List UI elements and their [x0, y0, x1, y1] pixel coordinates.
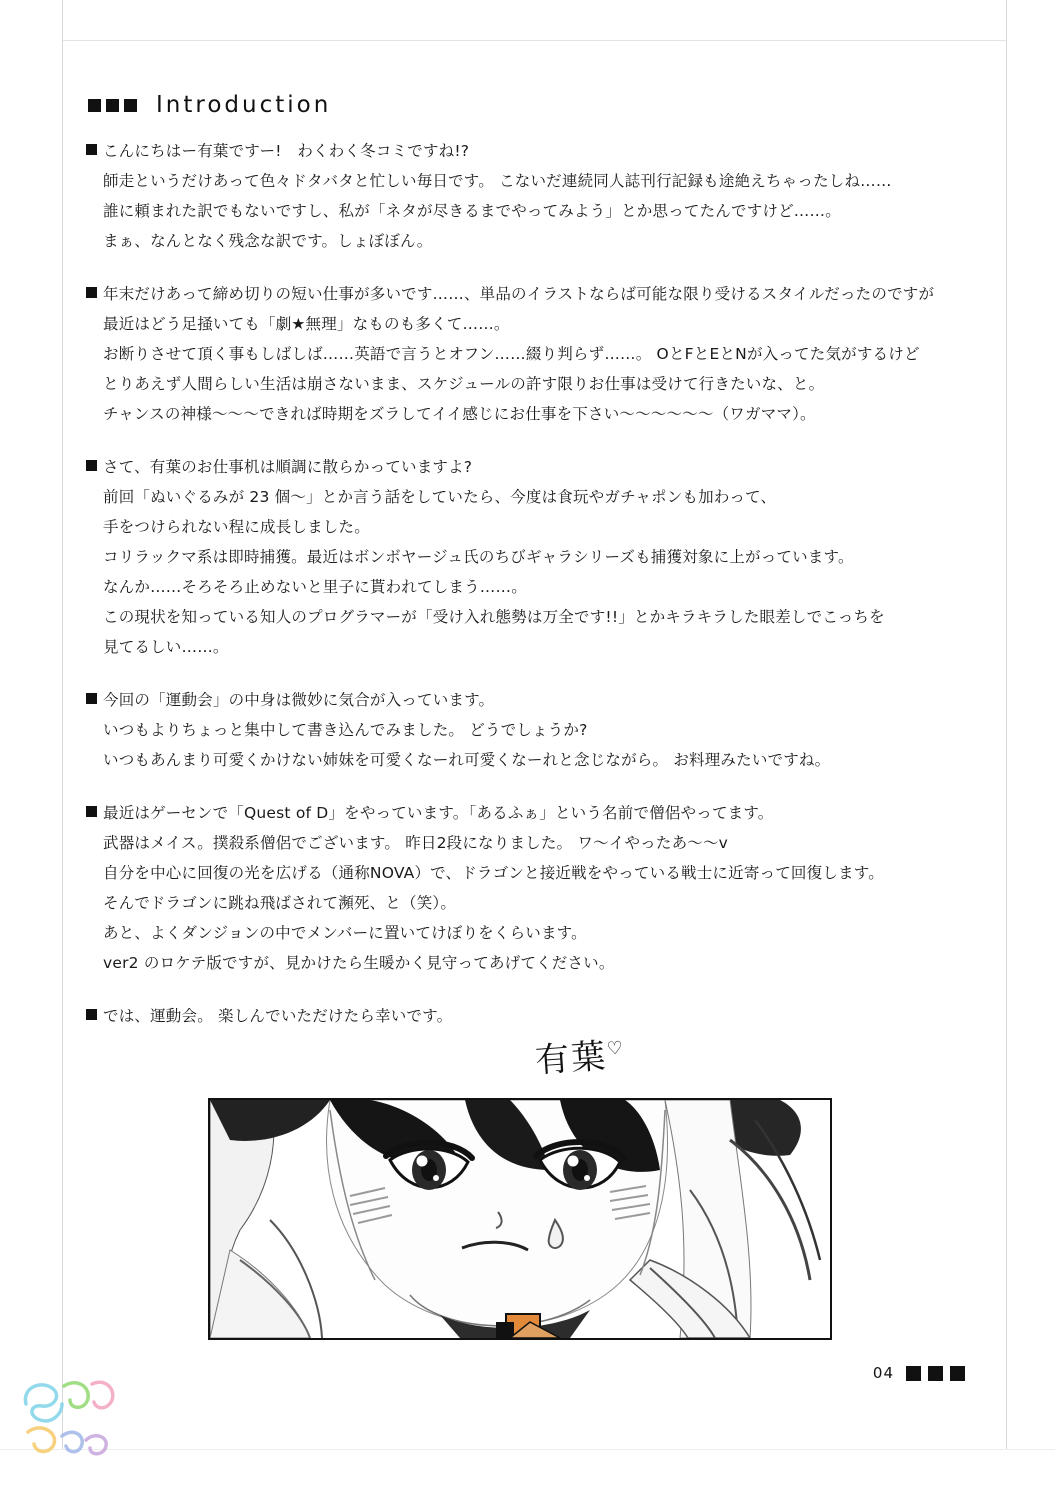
square-bullet-icon [86, 287, 97, 298]
paragraph-line [86, 572, 966, 602]
paragraph [86, 1001, 966, 1031]
line-text: では、運動会。 楽しんでいただけたら幸いです。 [103, 1007, 453, 1025]
paragraph-line [86, 309, 966, 339]
line-text: ver2 のロケテ版ですが、見かけたら生暖かく見守ってあげてください。 [103, 954, 615, 972]
article-body [86, 136, 966, 1054]
square-marker-icon [950, 1366, 965, 1381]
line-text: なんか……そろそろ止めないと里子に貰われてしまう……。 [103, 578, 527, 596]
square-marker-icon [124, 99, 137, 112]
author-signature [533, 1027, 626, 1082]
signature-name: 有葉 [533, 1036, 609, 1082]
paragraph-first-line [86, 798, 966, 828]
page-edge-bottom [0, 1449, 1055, 1500]
signature-heart-icon: ♡ [605, 1037, 626, 1060]
paragraph-line [86, 339, 966, 369]
square-bullet-icon [86, 1009, 97, 1020]
paragraph-first-line [86, 685, 966, 715]
heading-marker-squares [88, 99, 137, 112]
line-text: まぁ、なんとなく残念な訳です。しょぼぼん。 [103, 232, 433, 250]
square-bullet-icon [86, 144, 97, 155]
square-bullet-icon [86, 460, 97, 471]
paragraph-first-line [86, 452, 966, 482]
paragraph-line [86, 542, 966, 572]
line-text: 誰に頼まれた訳でもないですし、私が「ネタが尽きるまでやってみよう」とか思ってたんですけど……。 [103, 202, 841, 220]
square-bullet-icon [86, 806, 97, 817]
paragraph-line [86, 745, 966, 775]
paragraph-first-line [86, 1001, 966, 1031]
page-title: Introduction [156, 92, 332, 118]
paragraph-line [86, 632, 966, 662]
line-text: 最近はどう足掻いても「劇★無理」なものも多くて……。 [103, 315, 510, 333]
page-edge-right [1006, 0, 1055, 1500]
line-text: 前回「ぬいぐるみが 23 個〜」とか言う話をしていたら、今度は食玩やガチャポンも加わって、 [103, 488, 777, 506]
paragraph-first-line [86, 279, 966, 309]
line-text: 師走というだけあって色々ドタバタと忙しい毎日です。 こないだ連続同人誌刊行記録も途絶えちゃったしね…… [103, 172, 892, 190]
scanner-watermark [18, 1370, 128, 1460]
line-text: コリラックマ系は即時捕獲。最近はボンボヤージュ氏のちびギャラシリーズも捕獲対象に上がっています。 [103, 548, 854, 566]
paragraph-line [86, 858, 966, 888]
line-text: チャンスの神様〜〜〜できれば時期をズラしてイイ感じにお仕事を下さい〜〜〜〜〜〜（ワガママ）。 [103, 405, 816, 423]
paragraph-line [86, 888, 966, 918]
paragraph-line [86, 369, 966, 399]
line-text: いつもよりちょっと集中して書き込んでみました。 どうでしょうか? [103, 721, 588, 739]
paragraph-line [86, 399, 966, 429]
line-text: とりあえず人間らしい生活は崩さないまま、スケジュールの許す限りお仕事は受けて行きたいな、と。 [103, 375, 825, 393]
line-text: 自分を中心に回復の光を広げる（通称NOVA）で、ドラゴンと接近戦をやっている戦士に近寄って回復します。 [103, 864, 884, 882]
line-text: この現状を知っている知人のプログラマーが「受け入れ態勢は万全です!!」とかキラキラした眼差しでこっちを [103, 608, 885, 626]
line-text: さて、有葉のお仕事机は順調に散らかっていますよ? [103, 458, 473, 476]
paragraph [86, 452, 966, 662]
square-bullet-icon [86, 693, 97, 704]
page-number [873, 1364, 965, 1382]
line-text: お断りさせて頂く事もしばしば……英語で言うとオフン……綴り判らず……。 OとFとEとNが入ってた気がするけど [103, 345, 920, 363]
line-text: こんにちはー有葉ですー! わくわく冬コミですね!? [103, 142, 470, 160]
paragraph-line [86, 196, 966, 226]
line-text: 手をつけられない程に成長しました。 [103, 518, 370, 536]
paragraph-line [86, 828, 966, 858]
line-text: 武器はメイス。撲殺系僧侶でございます。 昨日2段になりました。 ワ〜イやったあ〜〜v [103, 834, 729, 852]
square-marker-icon [928, 1366, 943, 1381]
paragraph [86, 279, 966, 429]
paragraph-line [86, 482, 966, 512]
line-text: 今回の「運動会」の中身は微妙に気合が入っています。 [103, 691, 495, 709]
line-text: 最近はゲーセンで「Quest of D」をやっています。「あるふぁ」という名前で僧侶やってます。 [103, 804, 774, 822]
square-marker-icon [906, 1366, 921, 1381]
paragraph-line [86, 948, 966, 978]
page-number-label: 04 [872, 1364, 894, 1382]
paragraph-line [86, 166, 966, 196]
paragraph [86, 685, 966, 775]
page-edge-top [0, 0, 1055, 41]
line-text: いつもあんまり可愛くかけない姉妹を可愛くなーれ可愛くなーれと念じながら。 お料理みたいですね。 [103, 751, 831, 769]
line-text: そんでドラゴンに跳ね飛ばされて瀕死、と（笑）。 [103, 894, 457, 912]
paragraph-line [86, 715, 966, 745]
square-marker-icon [88, 99, 101, 112]
manga-illustration [210, 1100, 830, 1338]
paragraph-first-line [86, 136, 966, 166]
paragraph-line [86, 226, 966, 256]
line-text: あと、よくダンジョンの中でメンバーに置いてけぼりをくらいます。 [103, 924, 587, 942]
page-edge-left [0, 0, 63, 1500]
paragraph-line [86, 918, 966, 948]
paragraph [86, 136, 966, 256]
paragraph-line [86, 512, 966, 542]
line-text: 見てるしい……。 [103, 638, 229, 656]
section-heading [88, 92, 331, 118]
square-marker-icon [106, 99, 119, 112]
paragraph-line [86, 602, 966, 632]
paragraph [86, 798, 966, 978]
illustration-frame [208, 1098, 832, 1340]
line-text: 年末だけあって締め切りの短い仕事が多いです……、単品のイラストならば可能な限り受けるスタイルだったのですが [103, 285, 935, 303]
